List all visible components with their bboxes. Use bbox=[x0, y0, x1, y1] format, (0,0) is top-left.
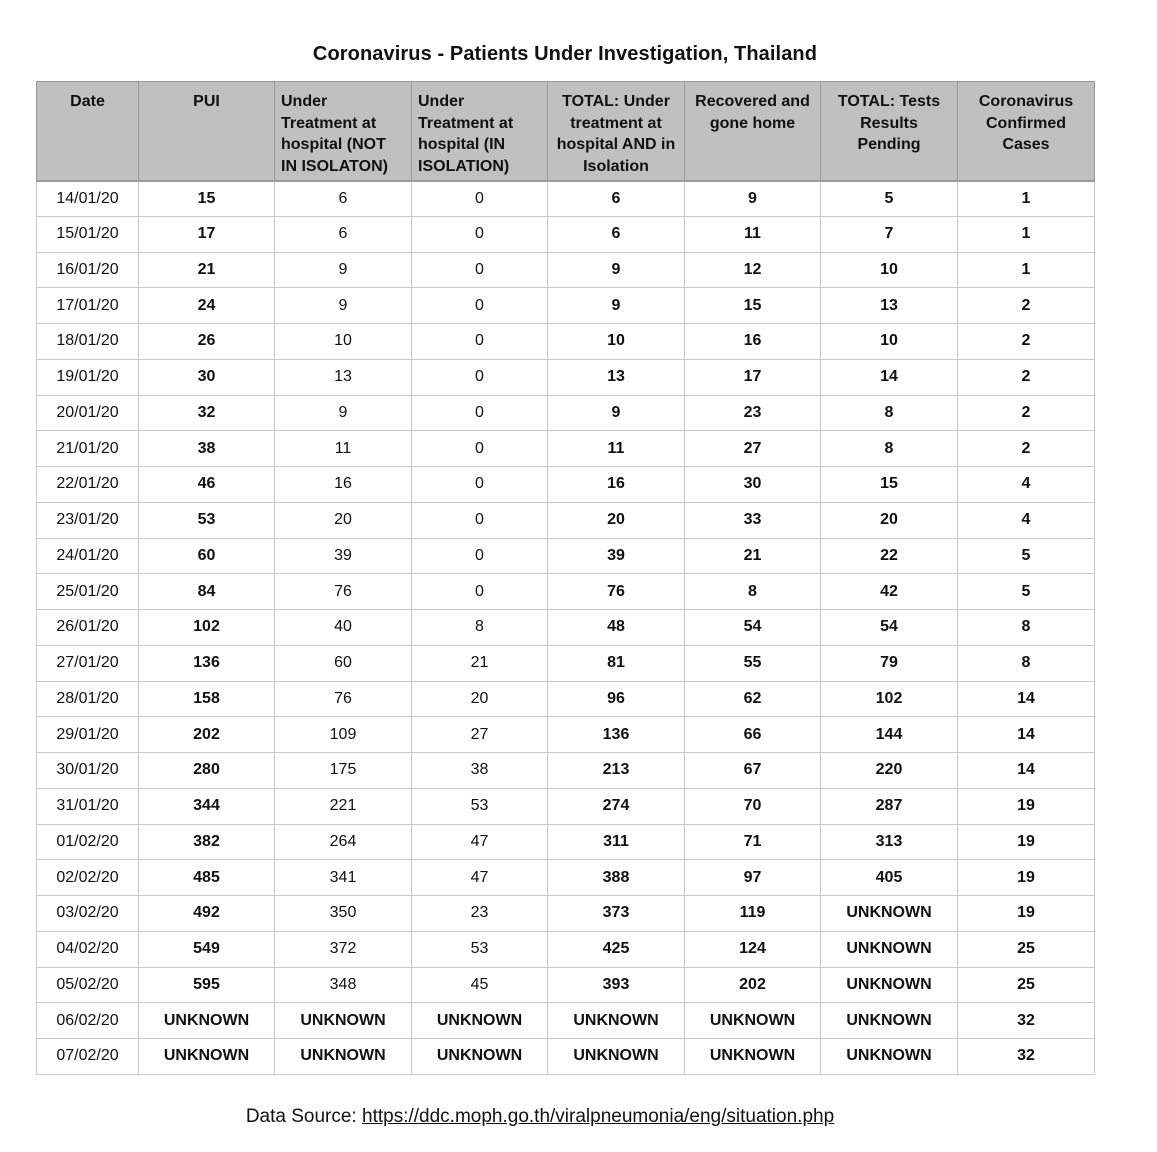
pui-cell: 21 bbox=[139, 252, 275, 288]
confirmed-cases-cell: 1 bbox=[958, 181, 1095, 217]
not-in-isolation-cell: 9 bbox=[275, 395, 412, 431]
tests-pending-cell: 10 bbox=[821, 252, 958, 288]
in-isolation-cell: 0 bbox=[412, 324, 548, 360]
in-isolation-cell: 0 bbox=[412, 395, 548, 431]
date-cell: 24/01/20 bbox=[37, 538, 139, 574]
tests-pending-cell: 14 bbox=[821, 359, 958, 395]
confirmed-cases-cell: 4 bbox=[958, 502, 1095, 538]
confirmed-cases-cell: 5 bbox=[958, 538, 1095, 574]
in-isolation-cell: 0 bbox=[412, 252, 548, 288]
table-row bbox=[37, 931, 1095, 967]
table-row bbox=[37, 967, 1095, 1003]
pui-cell: 344 bbox=[139, 788, 275, 824]
tests-pending-cell: 22 bbox=[821, 538, 958, 574]
not-in-isolation-cell: 16 bbox=[275, 467, 412, 503]
pui-cell: 15 bbox=[139, 181, 275, 217]
table-row bbox=[37, 359, 1095, 395]
date-cell: 23/01/20 bbox=[37, 502, 139, 538]
total-under-treatment-cell: 311 bbox=[548, 824, 685, 860]
pui-cell: 32 bbox=[139, 395, 275, 431]
pui-cell: 158 bbox=[139, 681, 275, 717]
total-under-treatment-cell: 16 bbox=[548, 467, 685, 503]
not-in-isolation-cell: 60 bbox=[275, 645, 412, 681]
pui-cell: 26 bbox=[139, 324, 275, 360]
date-cell: 22/01/20 bbox=[37, 467, 139, 503]
in-isolation-cell: 38 bbox=[412, 753, 548, 789]
total-under-treatment-cell: 136 bbox=[548, 717, 685, 753]
not-in-isolation-cell: 6 bbox=[275, 216, 412, 252]
tests-pending-cell: 13 bbox=[821, 288, 958, 324]
not-in-isolation-cell: 20 bbox=[275, 502, 412, 538]
recovered-cell: 119 bbox=[685, 896, 821, 932]
tests-pending-cell: 15 bbox=[821, 467, 958, 503]
column-header-confirmed-cases: Coronavirus Confirmed Cases bbox=[958, 82, 1095, 181]
pui-cell: 202 bbox=[139, 717, 275, 753]
table-row bbox=[37, 1003, 1095, 1039]
not-in-isolation-cell: UNKNOWN bbox=[275, 1003, 412, 1039]
pui-cell: 102 bbox=[139, 610, 275, 646]
recovered-cell: 16 bbox=[685, 324, 821, 360]
in-isolation-cell: 45 bbox=[412, 967, 548, 1003]
date-cell: 21/01/20 bbox=[37, 431, 139, 467]
pui-cell: 46 bbox=[139, 467, 275, 503]
date-cell: 25/01/20 bbox=[37, 574, 139, 610]
total-under-treatment-cell: 388 bbox=[548, 860, 685, 896]
total-under-treatment-cell: 9 bbox=[548, 252, 685, 288]
confirmed-cases-cell: 2 bbox=[958, 395, 1095, 431]
date-cell: 20/01/20 bbox=[37, 395, 139, 431]
date-cell: 01/02/20 bbox=[37, 824, 139, 860]
total-under-treatment-cell: 425 bbox=[548, 931, 685, 967]
in-isolation-cell: 0 bbox=[412, 502, 548, 538]
date-cell: 18/01/20 bbox=[37, 324, 139, 360]
recovered-cell: 12 bbox=[685, 252, 821, 288]
tests-pending-cell: 7 bbox=[821, 216, 958, 252]
table-row bbox=[37, 216, 1095, 252]
table-row bbox=[37, 645, 1095, 681]
table-row bbox=[37, 324, 1095, 360]
pui-cell: 136 bbox=[139, 645, 275, 681]
total-under-treatment-cell: 274 bbox=[548, 788, 685, 824]
pui-cell: 595 bbox=[139, 967, 275, 1003]
confirmed-cases-cell: 25 bbox=[958, 931, 1095, 967]
not-in-isolation-cell: 350 bbox=[275, 896, 412, 932]
recovered-cell: 8 bbox=[685, 574, 821, 610]
pui-cell: 485 bbox=[139, 860, 275, 896]
table-body bbox=[37, 181, 1095, 1075]
confirmed-cases-cell: 14 bbox=[958, 753, 1095, 789]
pui-cell: 60 bbox=[139, 538, 275, 574]
recovered-cell: 27 bbox=[685, 431, 821, 467]
total-under-treatment-cell: UNKNOWN bbox=[548, 1039, 685, 1075]
in-isolation-cell: 27 bbox=[412, 717, 548, 753]
date-cell: 07/02/20 bbox=[37, 1039, 139, 1075]
tests-pending-cell: 20 bbox=[821, 502, 958, 538]
in-isolation-cell: 20 bbox=[412, 681, 548, 717]
data-source-label: Data Source: bbox=[245, 1106, 362, 1127]
date-cell: 06/02/20 bbox=[37, 1003, 139, 1039]
in-isolation-cell: 0 bbox=[412, 288, 548, 324]
recovered-cell: 70 bbox=[685, 788, 821, 824]
recovered-cell: 11 bbox=[685, 216, 821, 252]
tests-pending-cell: 5 bbox=[821, 181, 958, 217]
data-source bbox=[0, 1106, 1080, 1128]
recovered-cell: 9 bbox=[685, 181, 821, 217]
total-under-treatment-cell: 81 bbox=[548, 645, 685, 681]
total-under-treatment-cell: 9 bbox=[548, 395, 685, 431]
table-row bbox=[37, 753, 1095, 789]
date-cell: 28/01/20 bbox=[37, 681, 139, 717]
pui-cell: 53 bbox=[139, 502, 275, 538]
confirmed-cases-cell: 2 bbox=[958, 359, 1095, 395]
total-under-treatment-cell: 6 bbox=[548, 181, 685, 217]
total-under-treatment-cell: UNKNOWN bbox=[548, 1003, 685, 1039]
not-in-isolation-cell: UNKNOWN bbox=[275, 1039, 412, 1075]
total-under-treatment-cell: 96 bbox=[548, 681, 685, 717]
recovered-cell: UNKNOWN bbox=[685, 1003, 821, 1039]
total-under-treatment-cell: 48 bbox=[548, 610, 685, 646]
not-in-isolation-cell: 264 bbox=[275, 824, 412, 860]
date-cell: 15/01/20 bbox=[37, 216, 139, 252]
tests-pending-cell: 42 bbox=[821, 574, 958, 610]
in-isolation-cell: 0 bbox=[412, 574, 548, 610]
recovered-cell: 15 bbox=[685, 288, 821, 324]
header-row bbox=[37, 82, 1095, 181]
confirmed-cases-cell: 19 bbox=[958, 896, 1095, 932]
not-in-isolation-cell: 341 bbox=[275, 860, 412, 896]
date-cell: 30/01/20 bbox=[37, 753, 139, 789]
column-header-tests-pending: TOTAL: Tests Results Pending bbox=[821, 82, 958, 181]
recovered-cell: 23 bbox=[685, 395, 821, 431]
not-in-isolation-cell: 372 bbox=[275, 931, 412, 967]
not-in-isolation-cell: 175 bbox=[275, 753, 412, 789]
total-under-treatment-cell: 213 bbox=[548, 753, 685, 789]
pui-cell: UNKNOWN bbox=[139, 1003, 275, 1039]
in-isolation-cell: 0 bbox=[412, 359, 548, 395]
in-isolation-cell: 47 bbox=[412, 824, 548, 860]
patients-table bbox=[36, 81, 1095, 1075]
recovered-cell: 97 bbox=[685, 860, 821, 896]
tests-pending-cell: UNKNOWN bbox=[821, 1003, 958, 1039]
date-cell: 14/01/20 bbox=[37, 181, 139, 217]
confirmed-cases-cell: 1 bbox=[958, 252, 1095, 288]
table-row bbox=[37, 181, 1095, 217]
in-isolation-cell: UNKNOWN bbox=[412, 1003, 548, 1039]
tests-pending-cell: 79 bbox=[821, 645, 958, 681]
recovered-cell: 62 bbox=[685, 681, 821, 717]
recovered-cell: 67 bbox=[685, 753, 821, 789]
confirmed-cases-cell: 32 bbox=[958, 1039, 1095, 1075]
in-isolation-cell: 0 bbox=[412, 181, 548, 217]
tests-pending-cell: UNKNOWN bbox=[821, 896, 958, 932]
not-in-isolation-cell: 11 bbox=[275, 431, 412, 467]
not-in-isolation-cell: 9 bbox=[275, 288, 412, 324]
confirmed-cases-cell: 1 bbox=[958, 216, 1095, 252]
confirmed-cases-cell: 8 bbox=[958, 610, 1095, 646]
recovered-cell: 202 bbox=[685, 967, 821, 1003]
in-isolation-cell: 8 bbox=[412, 610, 548, 646]
table-row bbox=[37, 860, 1095, 896]
recovered-cell: 33 bbox=[685, 502, 821, 538]
total-under-treatment-cell: 6 bbox=[548, 216, 685, 252]
recovered-cell: 71 bbox=[685, 824, 821, 860]
tests-pending-cell: 313 bbox=[821, 824, 958, 860]
tests-pending-cell: 8 bbox=[821, 395, 958, 431]
table-row bbox=[37, 574, 1095, 610]
date-cell: 04/02/20 bbox=[37, 931, 139, 967]
confirmed-cases-cell: 4 bbox=[958, 467, 1095, 503]
table-row bbox=[37, 717, 1095, 753]
column-header-date: Date bbox=[37, 82, 139, 181]
not-in-isolation-cell: 13 bbox=[275, 359, 412, 395]
column-header-recovered: Recovered and gone home bbox=[685, 82, 821, 181]
not-in-isolation-cell: 348 bbox=[275, 967, 412, 1003]
tests-pending-cell: 220 bbox=[821, 753, 958, 789]
total-under-treatment-cell: 10 bbox=[548, 324, 685, 360]
confirmed-cases-cell: 5 bbox=[958, 574, 1095, 610]
date-cell: 02/02/20 bbox=[37, 860, 139, 896]
tests-pending-cell: 144 bbox=[821, 717, 958, 753]
date-cell: 19/01/20 bbox=[37, 359, 139, 395]
date-cell: 31/01/20 bbox=[37, 788, 139, 824]
recovered-cell: 54 bbox=[685, 610, 821, 646]
pui-cell: 24 bbox=[139, 288, 275, 324]
in-isolation-cell: 0 bbox=[412, 216, 548, 252]
table-row bbox=[37, 538, 1095, 574]
column-header-in-isolation: Under Treatment at hospital (IN ISOLATION) bbox=[412, 82, 548, 181]
not-in-isolation-cell: 221 bbox=[275, 788, 412, 824]
not-in-isolation-cell: 76 bbox=[275, 574, 412, 610]
table-title: Coronavirus - Patients Under Investigation, Thailand bbox=[312, 43, 818, 65]
not-in-isolation-cell: 39 bbox=[275, 538, 412, 574]
column-header-pui: PUI bbox=[139, 82, 275, 181]
recovered-cell: 55 bbox=[685, 645, 821, 681]
column-header-total-under-treatment: TOTAL: Under treatment at hospital AND in Isolation bbox=[548, 82, 685, 181]
pui-cell: UNKNOWN bbox=[139, 1039, 275, 1075]
table-row bbox=[37, 502, 1095, 538]
not-in-isolation-cell: 76 bbox=[275, 681, 412, 717]
date-cell: 16/01/20 bbox=[37, 252, 139, 288]
recovered-cell: 17 bbox=[685, 359, 821, 395]
data-source-link[interactable]: https://ddc.moph.go.th/viralpneumonia/eng/situation.php bbox=[362, 1106, 835, 1127]
total-under-treatment-cell: 373 bbox=[548, 896, 685, 932]
column-header-not-in-isolation: Under Treatment at hospital (NOT IN ISOLATON) bbox=[275, 82, 412, 181]
not-in-isolation-cell: 40 bbox=[275, 610, 412, 646]
table-row bbox=[37, 610, 1095, 646]
pui-cell: 84 bbox=[139, 574, 275, 610]
recovered-cell: UNKNOWN bbox=[685, 1039, 821, 1075]
date-cell: 27/01/20 bbox=[37, 645, 139, 681]
total-under-treatment-cell: 11 bbox=[548, 431, 685, 467]
table-row bbox=[37, 824, 1095, 860]
tests-pending-cell: 287 bbox=[821, 788, 958, 824]
confirmed-cases-cell: 2 bbox=[958, 431, 1095, 467]
confirmed-cases-cell: 19 bbox=[958, 860, 1095, 896]
tests-pending-cell: 102 bbox=[821, 681, 958, 717]
recovered-cell: 124 bbox=[685, 931, 821, 967]
total-under-treatment-cell: 393 bbox=[548, 967, 685, 1003]
tests-pending-cell: UNKNOWN bbox=[821, 967, 958, 1003]
pui-cell: 382 bbox=[139, 824, 275, 860]
in-isolation-cell: 23 bbox=[412, 896, 548, 932]
pui-cell: 38 bbox=[139, 431, 275, 467]
recovered-cell: 21 bbox=[685, 538, 821, 574]
date-cell: 03/02/20 bbox=[37, 896, 139, 932]
pui-cell: 17 bbox=[139, 216, 275, 252]
table-row bbox=[37, 467, 1095, 503]
pui-cell: 549 bbox=[139, 931, 275, 967]
total-under-treatment-cell: 39 bbox=[548, 538, 685, 574]
tests-pending-cell: 54 bbox=[821, 610, 958, 646]
tests-pending-cell: UNKNOWN bbox=[821, 931, 958, 967]
table-row bbox=[37, 395, 1095, 431]
confirmed-cases-cell: 8 bbox=[958, 645, 1095, 681]
in-isolation-cell: UNKNOWN bbox=[412, 1039, 548, 1075]
table-row bbox=[37, 288, 1095, 324]
table-row bbox=[37, 1039, 1095, 1075]
table-row bbox=[37, 681, 1095, 717]
confirmed-cases-cell: 14 bbox=[958, 717, 1095, 753]
confirmed-cases-cell: 14 bbox=[958, 681, 1095, 717]
not-in-isolation-cell: 9 bbox=[275, 252, 412, 288]
tests-pending-cell: UNKNOWN bbox=[821, 1039, 958, 1075]
in-isolation-cell: 53 bbox=[412, 788, 548, 824]
total-under-treatment-cell: 20 bbox=[548, 502, 685, 538]
total-under-treatment-cell: 9 bbox=[548, 288, 685, 324]
in-isolation-cell: 0 bbox=[412, 431, 548, 467]
in-isolation-cell: 0 bbox=[412, 467, 548, 503]
date-cell: 26/01/20 bbox=[37, 610, 139, 646]
not-in-isolation-cell: 6 bbox=[275, 181, 412, 217]
pui-cell: 30 bbox=[139, 359, 275, 395]
recovered-cell: 66 bbox=[685, 717, 821, 753]
confirmed-cases-cell: 19 bbox=[958, 824, 1095, 860]
table-row bbox=[37, 252, 1095, 288]
recovered-cell: 30 bbox=[685, 467, 821, 503]
table-row bbox=[37, 896, 1095, 932]
total-under-treatment-cell: 76 bbox=[548, 574, 685, 610]
table-row bbox=[37, 431, 1095, 467]
not-in-isolation-cell: 109 bbox=[275, 717, 412, 753]
confirmed-cases-cell: 25 bbox=[958, 967, 1095, 1003]
in-isolation-cell: 47 bbox=[412, 860, 548, 896]
not-in-isolation-cell: 10 bbox=[275, 324, 412, 360]
in-isolation-cell: 0 bbox=[412, 538, 548, 574]
total-under-treatment-cell: 13 bbox=[548, 359, 685, 395]
tests-pending-cell: 10 bbox=[821, 324, 958, 360]
pui-cell: 492 bbox=[139, 896, 275, 932]
confirmed-cases-cell: 32 bbox=[958, 1003, 1095, 1039]
confirmed-cases-cell: 19 bbox=[958, 788, 1095, 824]
confirmed-cases-cell: 2 bbox=[958, 324, 1095, 360]
in-isolation-cell: 53 bbox=[412, 931, 548, 967]
date-cell: 17/01/20 bbox=[37, 288, 139, 324]
confirmed-cases-cell: 2 bbox=[958, 288, 1095, 324]
tests-pending-cell: 405 bbox=[821, 860, 958, 896]
tests-pending-cell: 8 bbox=[821, 431, 958, 467]
date-cell: 29/01/20 bbox=[37, 717, 139, 753]
in-isolation-cell: 21 bbox=[412, 645, 548, 681]
table-row bbox=[37, 788, 1095, 824]
date-cell: 05/02/20 bbox=[37, 967, 139, 1003]
pui-cell: 280 bbox=[139, 753, 275, 789]
